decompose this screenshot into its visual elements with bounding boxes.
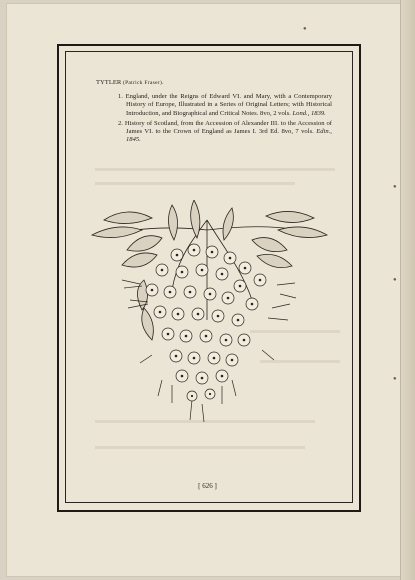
binding-hole-2: ● <box>393 277 397 283</box>
author-surname: TYTLER <box>96 79 122 86</box>
entry-item <box>116 120 332 145</box>
item-format: 3rd Ed. 8vo, 7 vols. <box>258 128 314 136</box>
entry-item <box>116 93 332 118</box>
show-through <box>95 446 305 449</box>
item-number: 1. <box>118 93 123 101</box>
flower-blossoms <box>146 244 266 401</box>
item-publication: Edin., 1845. <box>126 128 332 144</box>
item-title: History of Scotland, from the Accession of Alexander III. to the Accession of James VI. to the Crown of England as James I. <box>124 119 333 136</box>
item-title: England, under the Reigns of Edward VI. and Mary, with a Contemporary History of Europe, Illustrated in a Series of Original Letters; with Historical Introduction, and Biographical and Critical Notes. <box>125 93 332 117</box>
bibliography-entry <box>96 79 332 146</box>
item-number: 2. <box>118 119 123 127</box>
leaves <box>92 200 327 340</box>
page-speck: ● <box>303 26 307 32</box>
show-through <box>95 182 295 185</box>
page-edge <box>400 0 415 580</box>
binding-hole-1: ● <box>393 184 397 190</box>
page-number: [ 626 ] <box>198 482 217 490</box>
author-given-name: (Patrick Fraser). <box>122 80 164 86</box>
author-heading <box>96 79 332 87</box>
flower-cluster-engraving <box>82 200 332 430</box>
item-publication: Lond., 1839. <box>292 109 326 117</box>
binding-hole-3: ● <box>393 376 397 382</box>
show-through <box>95 168 335 171</box>
item-format: 8vo, 2 vols. <box>260 109 291 117</box>
flower-tubes <box>122 280 296 422</box>
